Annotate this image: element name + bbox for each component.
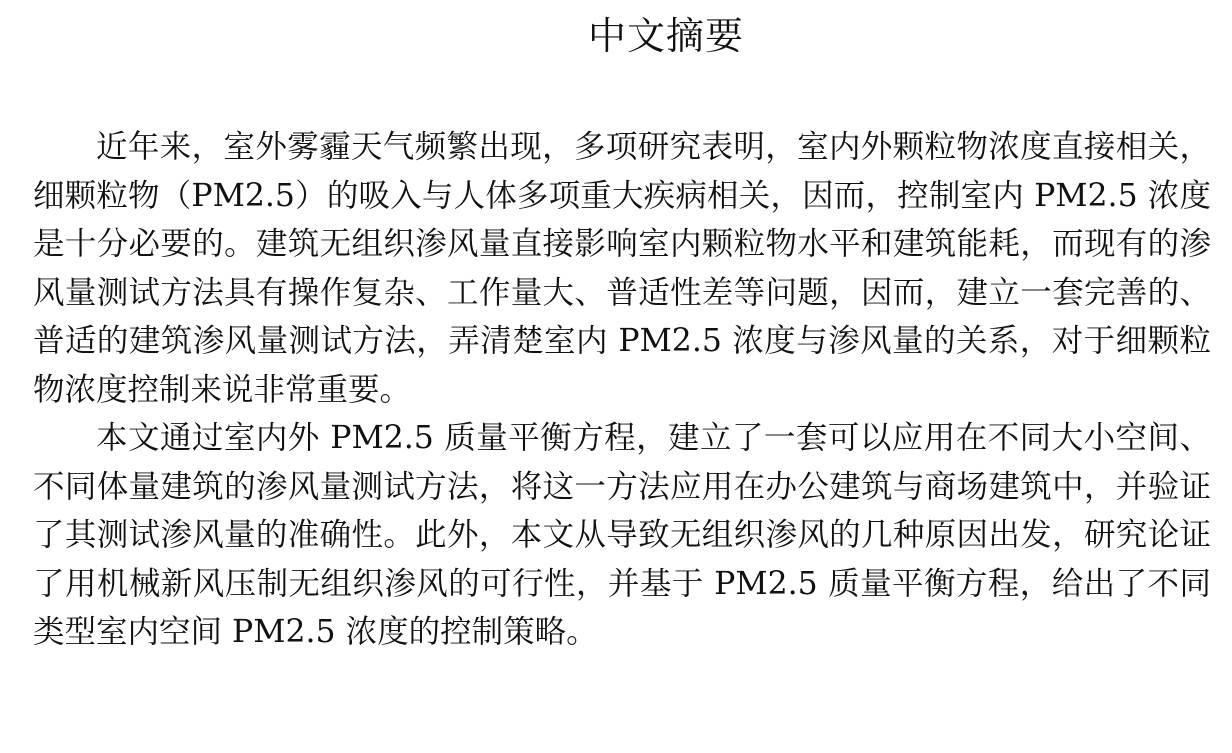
abstract-paragraph-1: 近年来，室外雾霾天气频繁出现，多项研究表明，室内外颗粒物浓度直接相关，细颗粒物（PM2.5）的吸入与人体多项重大疾病相关，因而，控制室内 PM2.5 浓度是十分必要的。建筑无组织渗风量直接影响室内颗粒物水平和建筑能耗，而现有的渗风量测试方法具有操作复杂、工作量大、普适性差等问题，因而，建立一套完善的、普适的建筑渗风量测试方法，弄清楚室内 PM2.5 浓度与渗风量的关系，对于细颗粒物浓度控制来说非常重要。	[33, 129, 1211, 408]
abstract-title: 中文摘要	[587, 14, 744, 58]
abstract-paragraph-2: 本文通过室内外 PM2.5 质量平衡方程，建立了一套可以应用在不同大小空间、不同体量建筑的渗风量测试方法，将这一方法应用在办公建筑与商场建筑中，并验证了其测试渗风量的准确性。此外，本文从导致无组织渗风的几种原因出发，研究论证了用机械新风压制无组织渗风的可行性，并基于 PM2.5 质量平衡方程，给出了不同类型室内空间 PM2.5 浓度的控制策略。	[33, 420, 1211, 650]
abstract-body	[33, 123, 1211, 657]
